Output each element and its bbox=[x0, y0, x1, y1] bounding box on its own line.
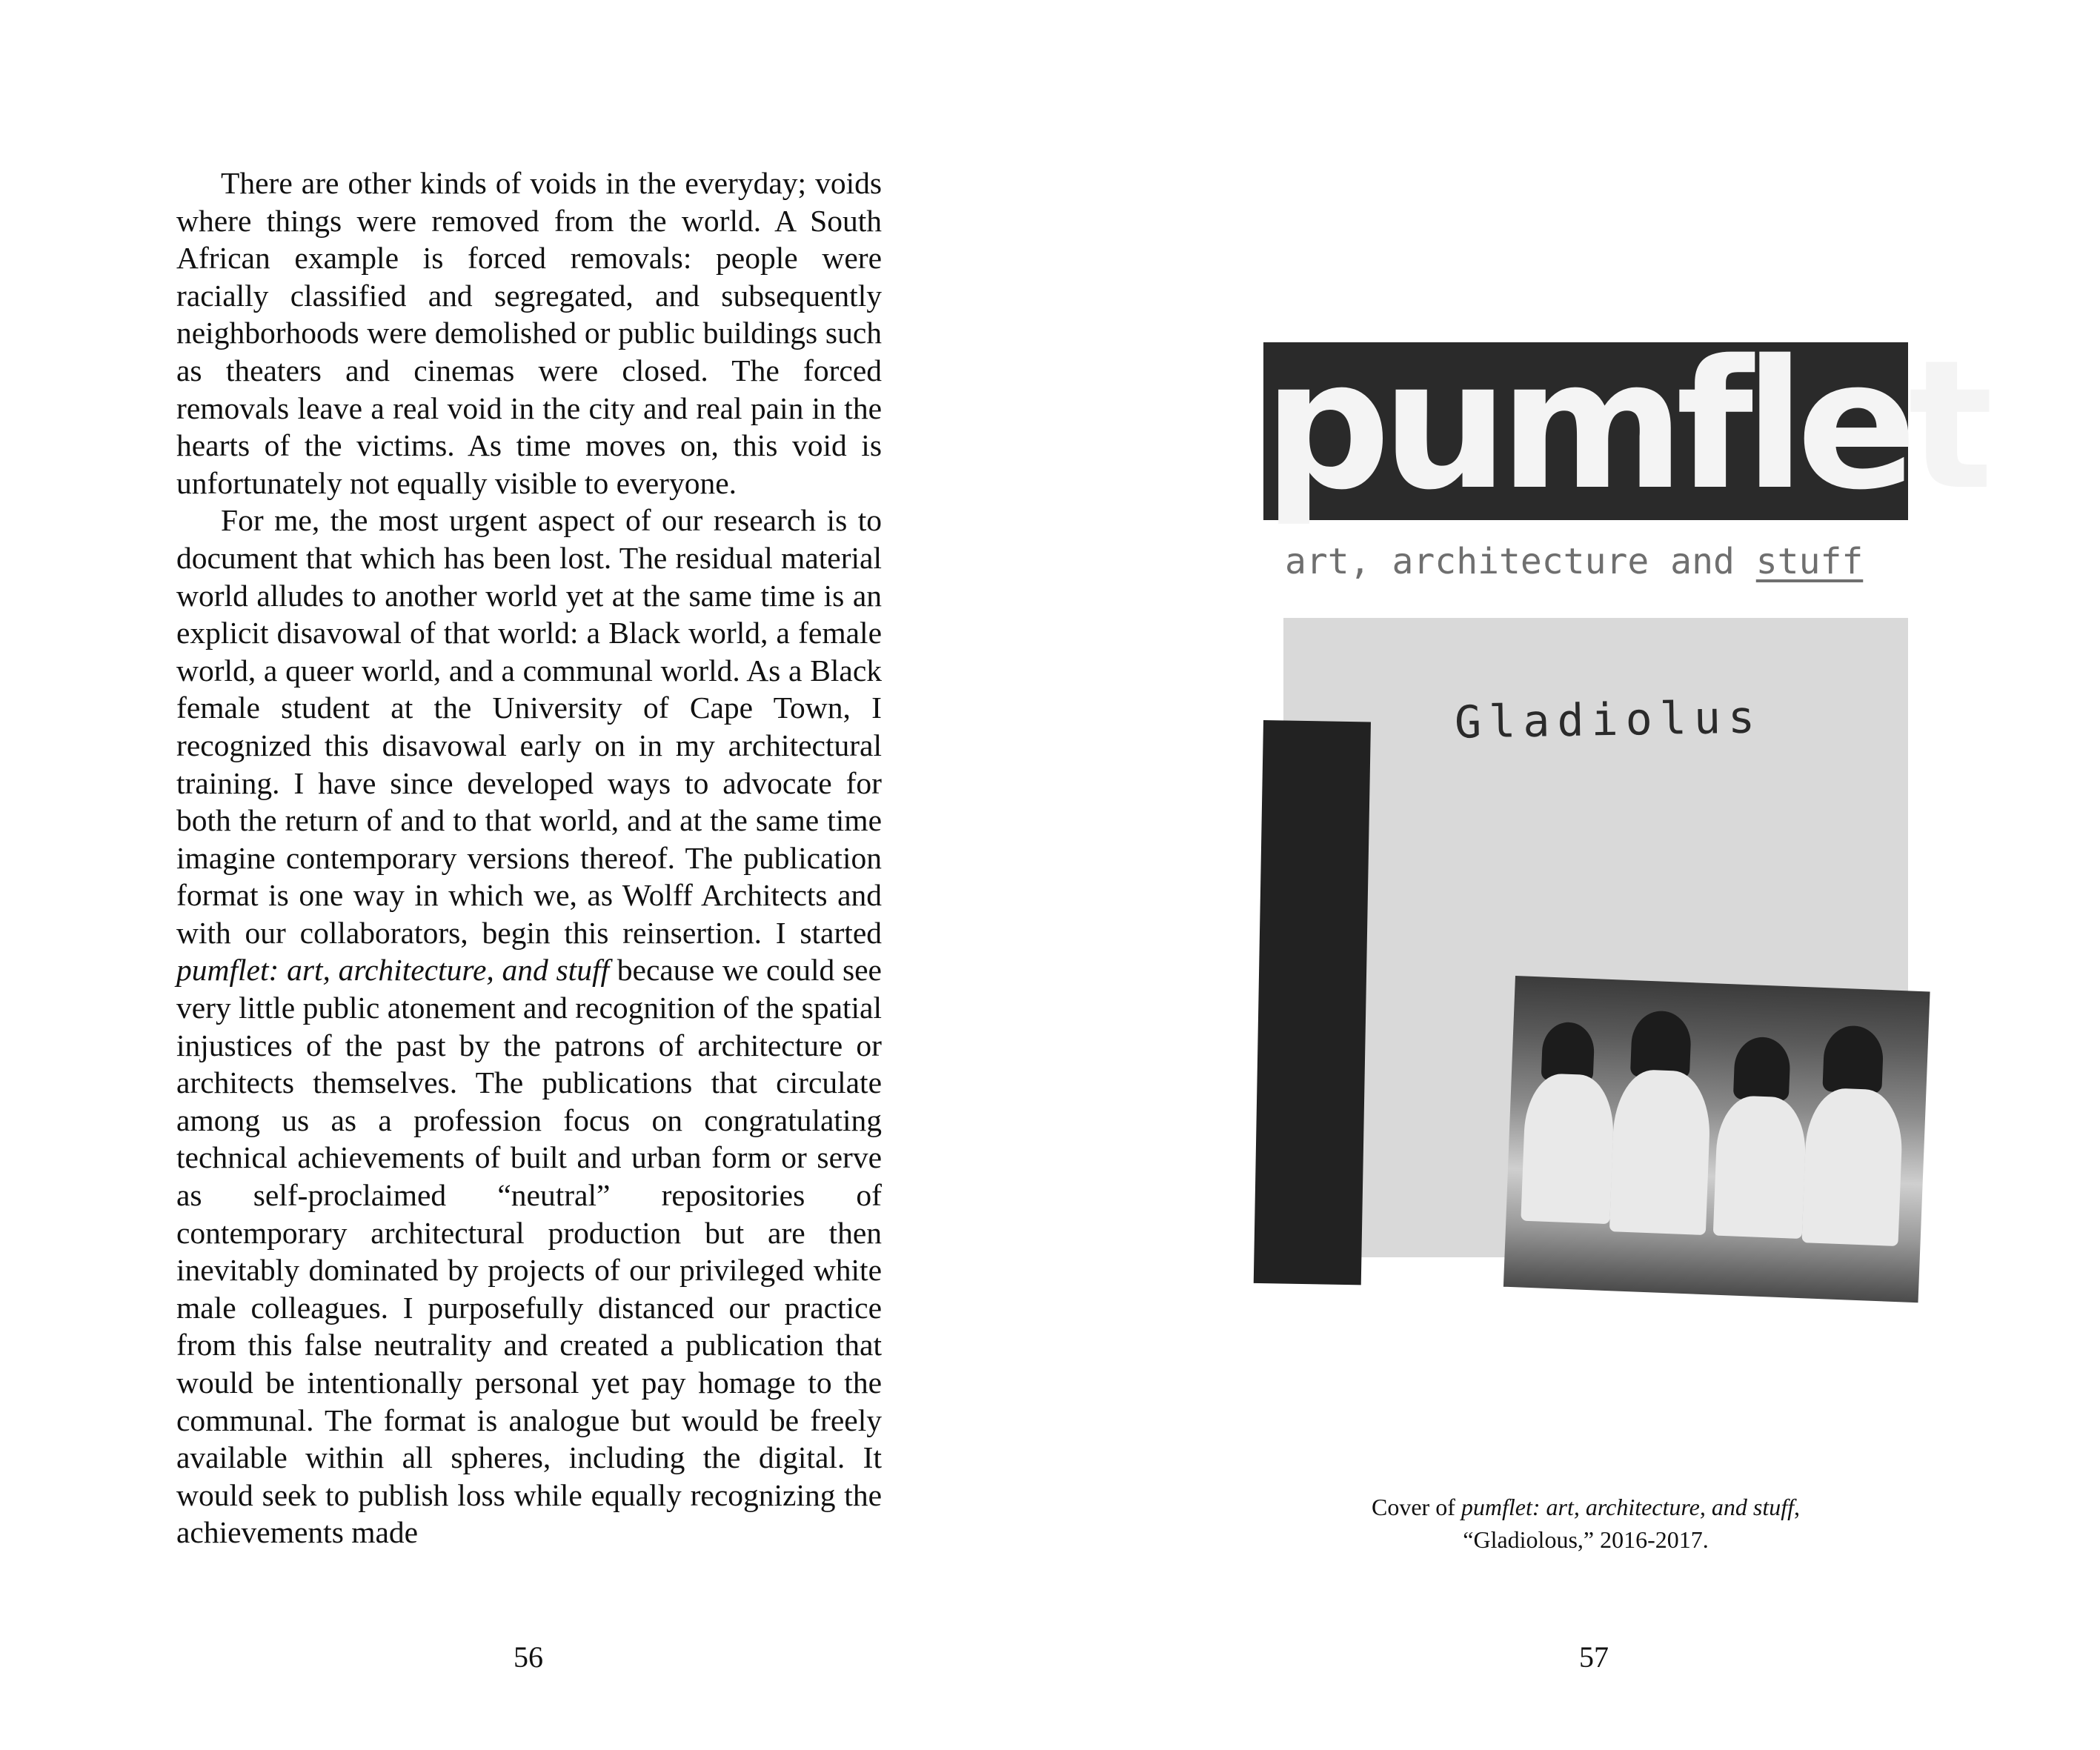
masthead-band bbox=[1263, 322, 1984, 529]
caption-prefix: Cover of bbox=[1372, 1494, 1461, 1520]
person-body bbox=[1521, 1073, 1615, 1224]
cover-subtitle-main: art, architecture and bbox=[1285, 541, 1756, 582]
person-body bbox=[1609, 1068, 1712, 1235]
masthead-title: pumflet bbox=[1263, 322, 1984, 529]
person-head bbox=[1822, 1025, 1884, 1094]
caption-title: pumflet: art, architecture, and stuff bbox=[1461, 1494, 1794, 1520]
paragraph-2-end: because we could see very little public atonement and recognition of the spatial injustices of the past by the patrons of architecture or architects themselves. The publications that circulate among us as a profession focus on congratulating technical achievements of built and urban form or serve as self-proclaimed “neutral” repositories of contemporary architectural production but are then inevitably dominated by projects of our privileged white male colleagues. I purposefully distanced our practice from this false neutrality and created a publication that would be intentionally personal yet pay homage to the communal. The format is analogue but would be freely available within all spheres, including the digital. It would seek to publish loss while equally recognizing the achievements made bbox=[176, 953, 882, 1550]
page-number-right: 57 bbox=[1579, 1640, 1609, 1674]
person-body bbox=[1801, 1087, 1904, 1246]
paragraph-2 bbox=[176, 502, 882, 1551]
cover-subtitle bbox=[1285, 541, 1863, 582]
dark-collage-strip bbox=[1254, 720, 1371, 1285]
cover-subtitle-underlined: stuff bbox=[1755, 541, 1864, 582]
publication-title: pumflet: art, architecture, and stuff bbox=[176, 953, 610, 988]
figure-caption bbox=[1326, 1491, 1845, 1556]
handwritten-title: Gladiolus bbox=[1454, 691, 1763, 749]
paragraph-2-start: For me, the most urgent aspect of our research is to document that which has been lost. The residual material world alludes to another world yet at the same time is an explicit disavowal of that world: a Black world, a female world, a queer world, and a communal world. As a Black female student at the University of Cape Town, I recognized this disavowal early on in my architectural training. I have since developed ways to advocate for both the return of and to that world, and at the same time imagine contemporary versions thereof. The publication format is one way in which we, as Wolff Architects and with our collaborators, begin this reinsertion. I started bbox=[176, 503, 882, 950]
person-head bbox=[1541, 1021, 1595, 1082]
person-head bbox=[1733, 1036, 1791, 1101]
caption-line-2: “Gladiolous,” 2016-2017. bbox=[1463, 1526, 1709, 1553]
paragraph-1: There are other kinds of voids in the everyday; voids where things were removed from the world. A South African example is forced removals: people were racially classified and segregated, and subsequently neighborhoods were demolished or public buildings such as theaters and cinemas were closed. The forced removals leave a real void in the city and real pain in the hearts of the victims. As time moves on, this void is unfortunately not equally visible to everyone. bbox=[176, 166, 882, 500]
person-head bbox=[1630, 1010, 1692, 1079]
page-number-left: 56 bbox=[514, 1640, 543, 1674]
body-text bbox=[176, 164, 882, 1551]
person-body bbox=[1713, 1095, 1807, 1239]
group-photo bbox=[1503, 976, 1930, 1302]
caption-suffix: , bbox=[1793, 1494, 1800, 1520]
cover-image bbox=[1263, 322, 1984, 1257]
